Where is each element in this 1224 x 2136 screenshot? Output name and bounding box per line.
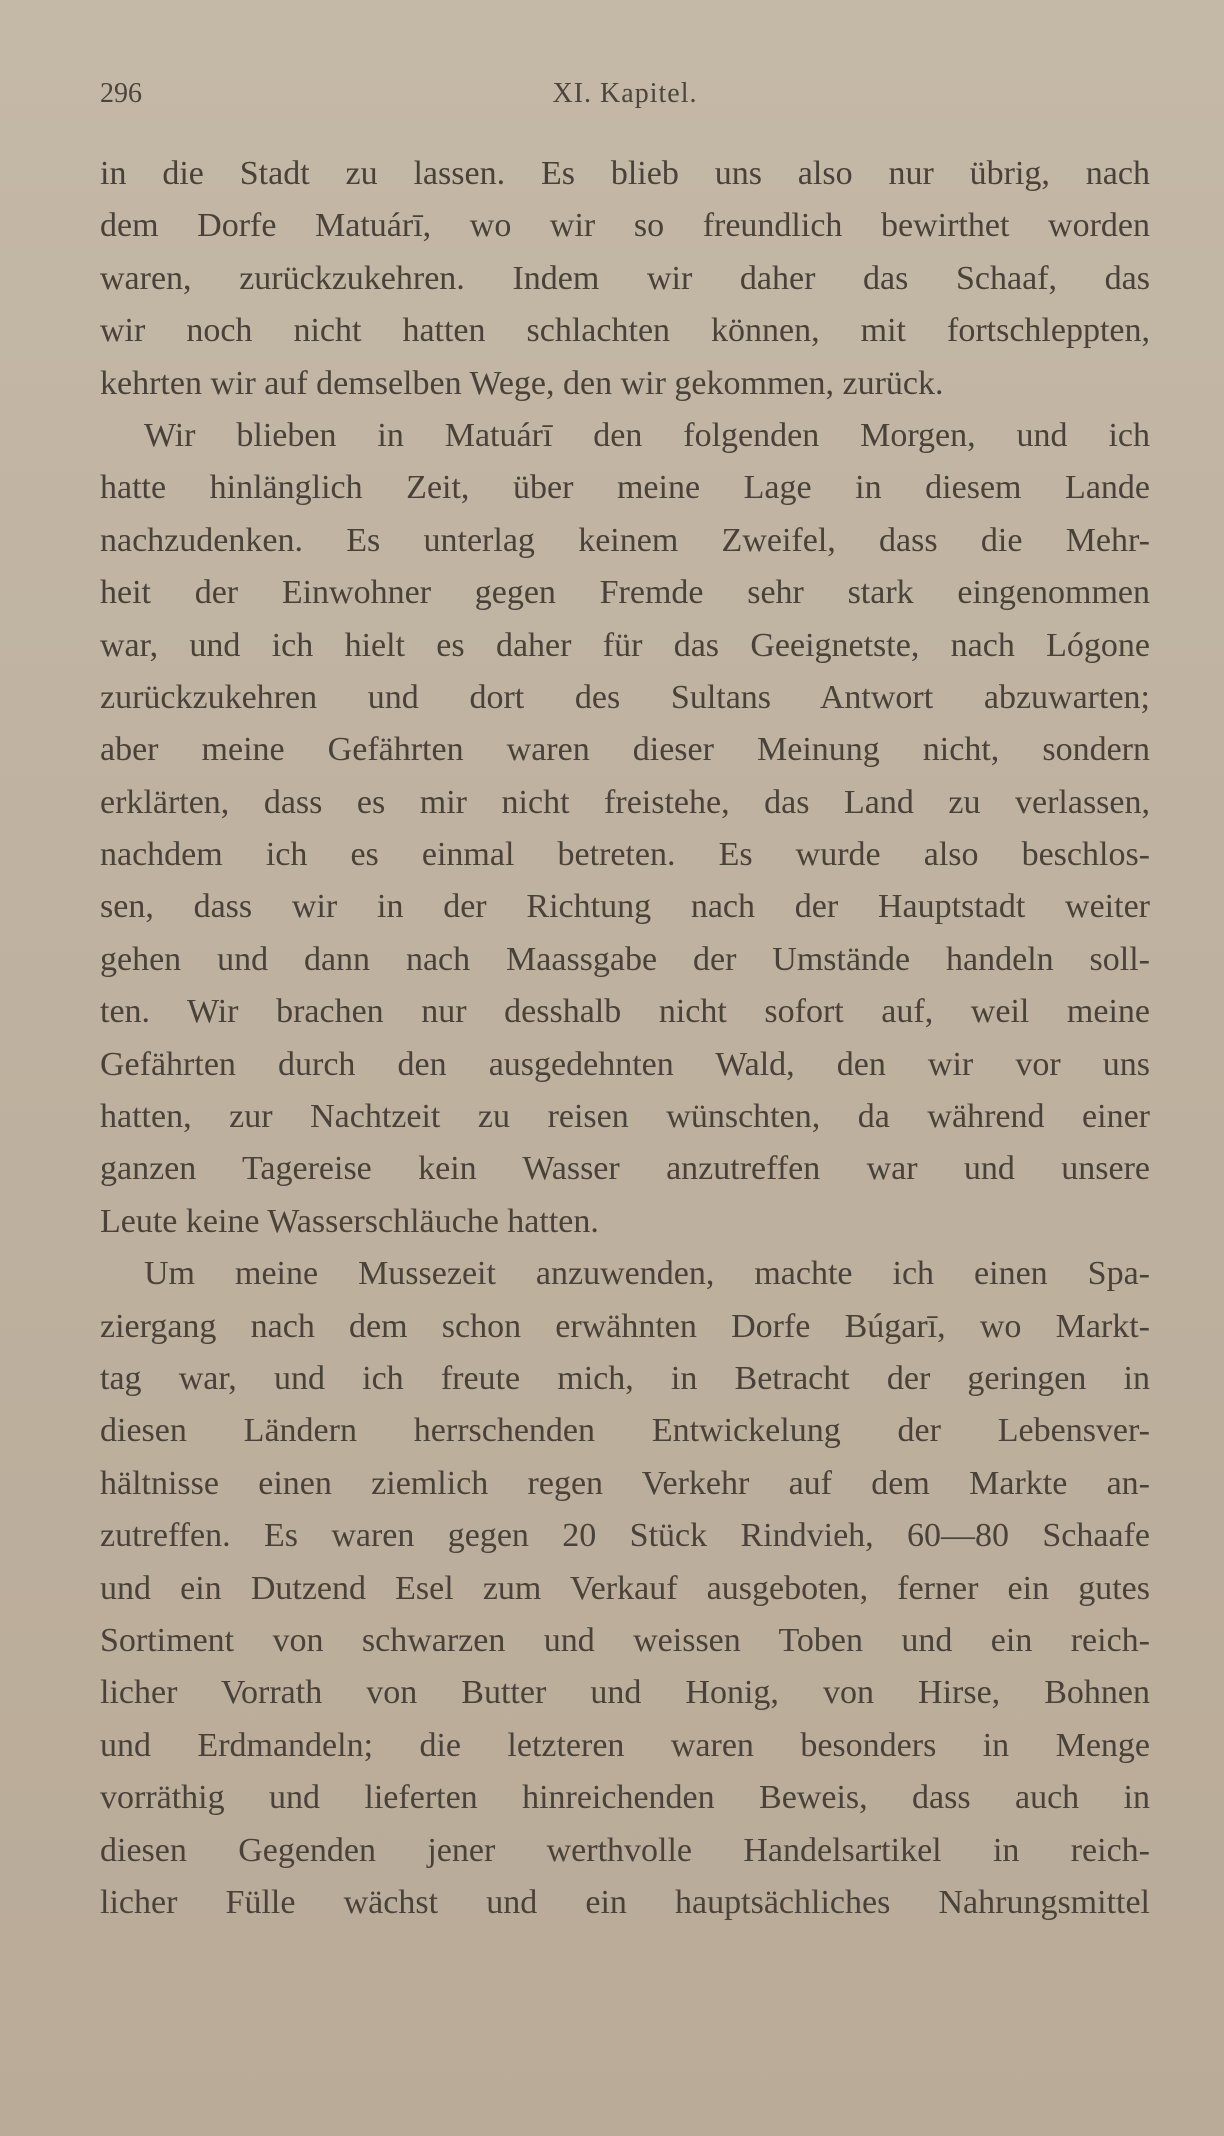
text-line: licher Vorrath von Butter und Honig, von Hirse, Bohnen <box>100 1674 1150 1712</box>
text-line: gehen und dann nach Maassgabe der Umstände handeln soll- <box>100 940 1150 978</box>
text-line: ganzen Tagereise kein Wasser anzutreffen war und unsere <box>100 1150 1150 1188</box>
text-line: nachzudenken. Es unterlag keinem Zweifel, dass die Mehr- <box>100 521 1150 559</box>
text-line: aber meine Gefährten waren dieser Meinung nicht, sondern <box>100 731 1150 769</box>
text-line: diesen Gegenden jener werthvolle Handelsartikel in reich- <box>100 1831 1150 1869</box>
text-line: nachdem ich es einmal betreten. Es wurde also beschlos- <box>100 836 1150 874</box>
text-line: und ein Dutzend Esel zum Verkauf ausgeboten, ferner ein gutes <box>100 1569 1150 1607</box>
running-head: XI. Kapitel. <box>552 78 698 109</box>
page-header <box>100 78 1150 118</box>
text-line: diesen Ländern herrschenden Entwickelung der Lebensver- <box>100 1412 1150 1450</box>
text-line: waren, zurückzukehren. Indem wir daher das Schaaf, das <box>100 259 1150 297</box>
text-line: wir noch nicht hatten schlachten können, mit fortschleppten, <box>100 312 1150 350</box>
text-line: in die Stadt zu lassen. Es blieb uns also nur übrig, nach <box>100 155 1150 192</box>
text-line: Leute keine Wasserschläuche hatten. <box>100 1202 599 1240</box>
text-line: zurückzukehren und dort des Sultans Antwort abzuwarten; <box>100 678 1150 716</box>
page-number: 296 <box>100 78 142 109</box>
text-line: Um meine Mussezeit anzuwenden, machte ich einen Spa- <box>144 1255 1150 1293</box>
text-line: erklärten, dass es mir nicht freistehe, das Land zu verlassen, <box>100 783 1150 821</box>
text-line: Wir blieben in Matuárī den folgenden Morgen, und ich <box>144 416 1150 454</box>
text-line: hatten, zur Nachtzeit zu reisen wünschten, da während einer <box>100 1098 1150 1136</box>
text-line: war, und ich hielt es daher für das Geeignetste, nach Lógone <box>100 626 1150 664</box>
text-line: dem Dorfe Matuárī, wo wir so freundlich bewirthet worden <box>100 207 1150 245</box>
text-line: vorräthig und lieferten hinreichenden Beweis, dass auch in <box>100 1779 1150 1817</box>
text-line: ten. Wir brachen nur desshalb nicht sofort auf, weil meine <box>100 993 1150 1031</box>
text-line: hatte hinlänglich Zeit, über meine Lage in diesem Lande <box>100 469 1150 507</box>
text-line: tag war, und ich freute mich, in Betracht der geringen in <box>100 1359 1150 1397</box>
text-line: sen, dass wir in der Richtung nach der Hauptstadt weiter <box>100 888 1150 926</box>
text-line: Sortiment von schwarzen und weissen Toben und ein reich- <box>100 1621 1150 1659</box>
text-line: kehrten wir auf demselben Wege, den wir gekommen, zurück. <box>100 364 944 402</box>
text-line: und Erdmandeln; die letzteren waren besonders in Menge <box>100 1726 1150 1764</box>
text-line: zutreffen. Es waren gegen 20 Stück Rindvieh, 60—80 Schaafe <box>100 1517 1150 1555</box>
text-line: hältnisse einen ziemlich regen Verkehr auf dem Markte an- <box>100 1464 1150 1502</box>
text-line: ziergang nach dem schon erwähnten Dorfe Búgarī, wo Markt- <box>100 1307 1150 1345</box>
text-line: licher Fülle wächst und ein hauptsächliches Nahrungsmittel <box>100 1883 1150 1921</box>
text-line: heit der Einwohner gegen Fremde sehr stark eingenommen <box>100 574 1150 612</box>
text-line: Gefährten durch den ausgedehnten Wald, den wir vor uns <box>100 1045 1150 1083</box>
body-text <box>100 148 1150 1929</box>
